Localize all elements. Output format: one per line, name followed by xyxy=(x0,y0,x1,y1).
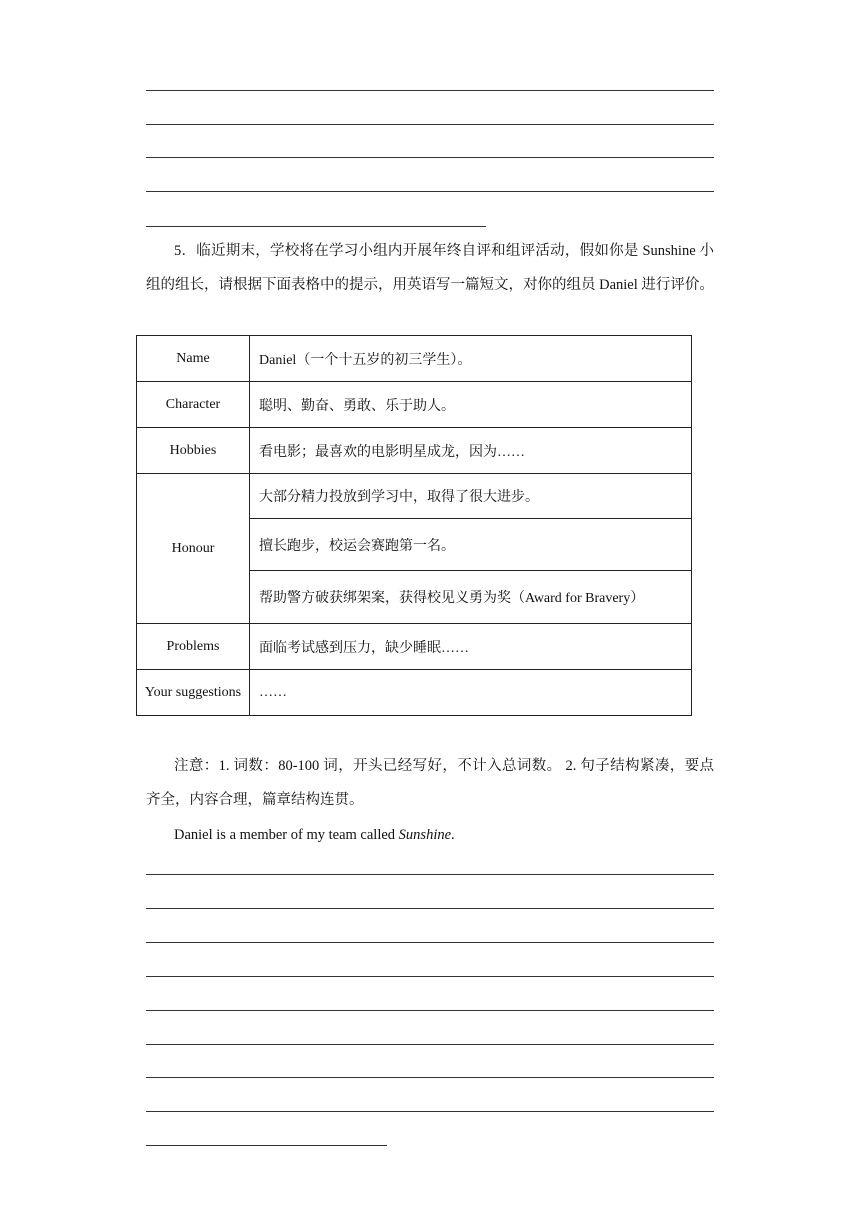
answer-line[interactable] xyxy=(146,1044,714,1045)
answer-line[interactable] xyxy=(146,124,714,125)
answer-line[interactable] xyxy=(146,908,714,909)
row-value-hobbies: 看电影；最喜欢的电影明星成龙，因为…… xyxy=(250,428,692,474)
hint-table xyxy=(136,335,692,716)
table-row xyxy=(137,428,692,474)
table-row xyxy=(137,670,692,716)
answer-line[interactable] xyxy=(146,226,486,227)
row-value-problems: 面临考试感到压力，缺少睡眠…… xyxy=(250,624,692,670)
table-row xyxy=(137,336,692,382)
table-row xyxy=(137,474,692,519)
row-label-problems: Problems xyxy=(137,624,250,670)
row-label-honour: Honour xyxy=(137,474,250,624)
answer-line[interactable] xyxy=(146,874,714,875)
honour-item: 大部分精力投放到学习中，取得了很大进步。 xyxy=(250,474,692,519)
row-value-character: 聪明、勤奋、勇敢、乐于助人。 xyxy=(250,382,692,428)
answer-line[interactable] xyxy=(146,1111,714,1112)
question-prompt: 5．临近期末，学校将在学习小组内开展年终自评和组评活动，假如你是 Sunshine 小组的组长，请根据下面表格中的提示，用英语写一篇短文，对你的组员 Daniel 进行评价。 xyxy=(146,243,714,293)
writing-note: 注意：1. 词数：80-100 词，开头已经写好，不计入总词数。 2. 句子结构紧凑，要点齐全，内容合理，篇章结构连贯。 xyxy=(146,758,714,808)
row-value-name: Daniel（一个十五岁的初三学生）。 xyxy=(250,336,692,382)
opening-prefix: Daniel is a member of my team called xyxy=(174,827,399,843)
team-name: Sunshine xyxy=(398,827,452,843)
row-label-suggestions: Your suggestions xyxy=(137,670,250,716)
answer-line[interactable] xyxy=(146,1010,714,1011)
answer-line[interactable] xyxy=(146,191,714,192)
honour-item: 帮助警方破获绑架案，获得校见义勇为奖（Award for Bravery） xyxy=(250,571,692,624)
answer-line[interactable] xyxy=(146,157,714,158)
row-label-hobbies: Hobbies xyxy=(137,428,250,474)
honour-item: 擅长跑步，校运会赛跑第一名。 xyxy=(250,519,692,571)
answer-line[interactable] xyxy=(146,1077,714,1078)
table-row xyxy=(137,382,692,428)
row-label-character: Character xyxy=(137,382,250,428)
answer-line[interactable] xyxy=(146,90,714,91)
row-value-suggestions: …… xyxy=(250,670,692,716)
answer-line[interactable] xyxy=(146,976,714,977)
opening-suffix: . xyxy=(451,827,455,843)
answer-line[interactable] xyxy=(146,1145,387,1146)
opening-sentence xyxy=(174,825,455,845)
table-row xyxy=(137,624,692,670)
row-label-name: Name xyxy=(137,336,250,382)
answer-line[interactable] xyxy=(146,942,714,943)
